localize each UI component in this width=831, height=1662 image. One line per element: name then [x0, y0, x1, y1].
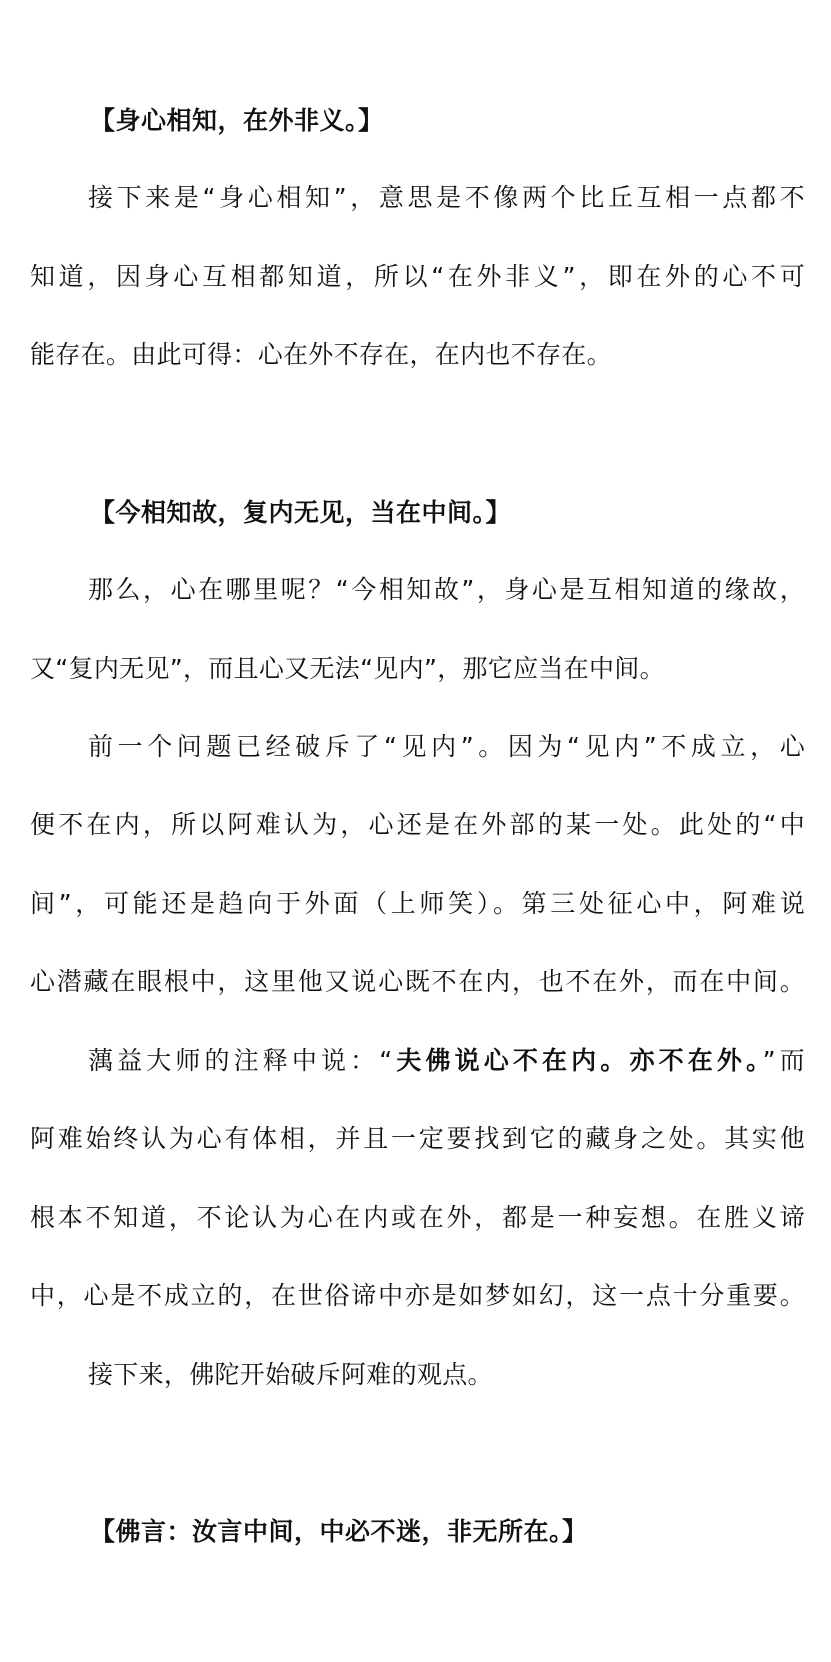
quote-line: [88, 1041, 805, 1081]
paragraph-line: 根本不知道，不论认为心在内或在外，都是一种妄想。在胜义谛: [30, 1203, 805, 1232]
section-heading: 【今相知故，复内无见，当在中间。】: [90, 498, 512, 527]
paragraph-line: 中，心是不成立的，在世俗谛中亦是如梦如幻，这一点十分重要。: [30, 1281, 805, 1310]
paragraph-line: 阿难始终认为心有体相，并且一定要找到它的藏身之处。其实他: [30, 1124, 805, 1153]
section-heading: 【身心相知，在外非义。】: [90, 106, 384, 135]
paragraph-line: 那么，心在哪里呢？“今相知故”，身心是互相知道的缘故，: [88, 575, 805, 604]
paragraph-line: 接下来，佛陀开始破斥阿难的观点。: [88, 1360, 493, 1389]
bold-quote: 夫佛说心不在内。亦不在外。: [392, 1046, 763, 1075]
quote-prefix: 蕅益大师的注释中说：“: [88, 1046, 393, 1075]
paragraph-line: 心潜藏在眼根中，这里他又说心既不在内，也不在外，而在中间。: [30, 967, 805, 996]
paragraph-line: 知道，因身心互相都知道，所以“在外非义”，即在外的心不可: [30, 262, 805, 291]
paragraph-line: 接下来是“身心相知”，意思是不像两个比丘互相一点都不: [88, 183, 805, 212]
paragraph-line: 又“复内无见”，而且心又无法“见内”，那它应当在中间。: [30, 654, 665, 683]
quote-suffix: ”而: [762, 1046, 805, 1075]
paragraph-line: 能存在。由此可得：心在外不存在，在内也不存在。: [30, 340, 612, 369]
paragraph-line: 前一个问题已经破斥了“见内”。因为“见内”不成立，心: [88, 732, 805, 761]
paragraph-line: 间”，可能还是趋向于外面（上师笑）。第三处征心中，阿难说: [30, 889, 805, 918]
paragraph-line: 便不在内，所以阿难认为，心还是在外部的某一处。此处的“中: [30, 810, 805, 839]
section-heading: 【佛言：汝言中间，中必不迷，非无所在。】: [90, 1517, 588, 1546]
